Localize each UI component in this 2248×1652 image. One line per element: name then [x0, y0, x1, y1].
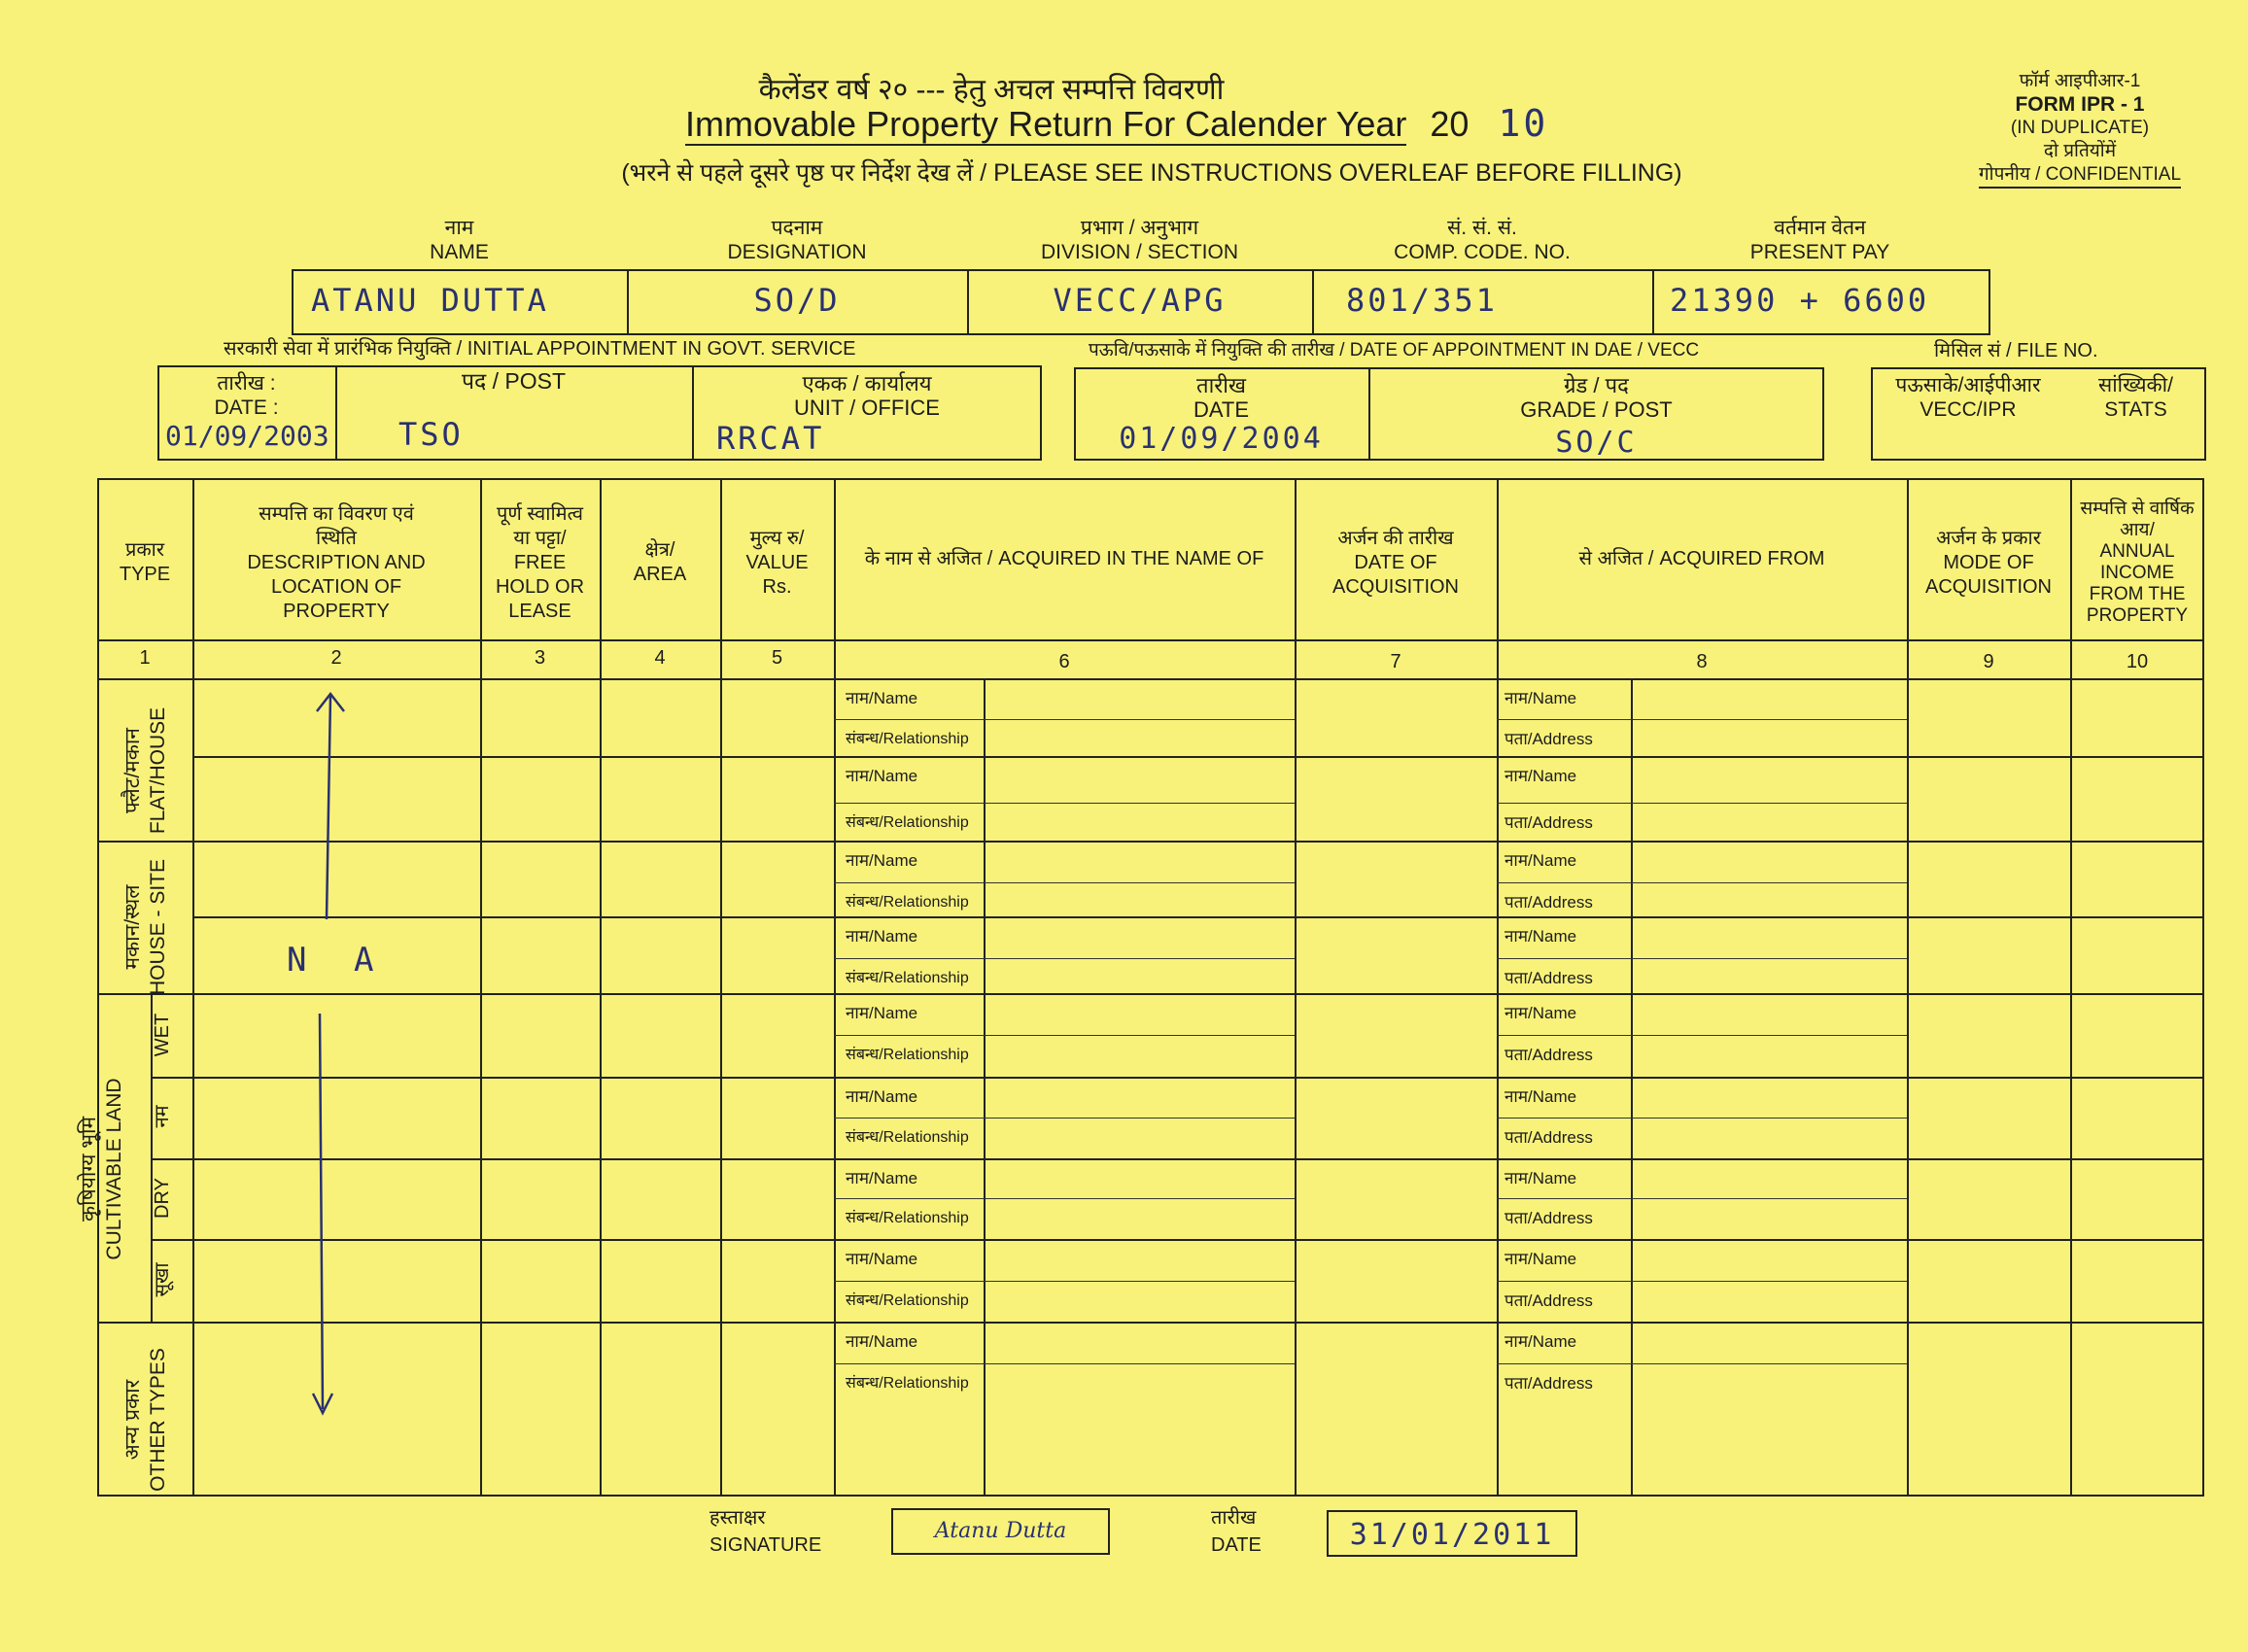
initial-post-label: पद / POST: [461, 368, 567, 394]
address-label-cell: पता/Address: [1504, 969, 1593, 987]
address-label-cell: पता/Address: [1504, 730, 1593, 748]
relationship-label-cell: संबन्ध/Relationship: [846, 1292, 969, 1309]
comp-code-value[interactable]: 801/351: [1346, 282, 1498, 319]
form-id-code: FORM IPR - 1: [2015, 93, 2145, 116]
row-group-cultivable-land: कृषियोग्य भूमि CULTIVABLE LAND: [78, 1078, 125, 1260]
from-name-label-cell: नाम/Name: [1504, 689, 1577, 707]
col-acquired-name-header: के नाम से अजित / ACQUIRED IN THE NAME OF: [864, 547, 1264, 569]
duplicate-note: (IN DUPLICATE): [2010, 118, 2150, 138]
col-num-5: 5: [771, 647, 783, 669]
unit-office-value[interactable]: RRCAT: [716, 420, 825, 457]
grade-post-label: ग्रेड / पद GRADE / POST: [1520, 373, 1673, 422]
na-entry[interactable]: N A: [287, 941, 388, 980]
relationship-label-cell: संबन्ध/Relationship: [846, 1129, 969, 1146]
present-pay-value[interactable]: 21390 + 6600: [1670, 282, 1930, 319]
relationship-label-cell: संबन्ध/Relationship: [846, 1047, 969, 1063]
from-name-label-cell: नाम/Name: [1504, 767, 1577, 785]
address-label-cell: पता/Address: [1504, 813, 1593, 832]
initial-date-label: तारीख : DATE :: [214, 372, 279, 419]
address-label-cell: पता/Address: [1504, 893, 1593, 912]
unit-office-label: एकक / कार्यालय UNIT / OFFICE: [794, 371, 940, 420]
relationship-label-cell: संबन्ध/Relationship: [846, 731, 969, 747]
file-no-vecc-ipr: पऊसाके/आईपीआर VECC/IPR: [1895, 374, 2041, 421]
designation-label: पदनाम DESIGNATION: [727, 217, 867, 263]
address-label-cell: पता/Address: [1504, 1046, 1593, 1064]
form-id-block: [1934, 70, 2226, 189]
col-num-1: 1: [139, 647, 151, 669]
name-label-cell: नाम/Name: [846, 851, 918, 870]
name-label-cell: नाम/Name: [846, 1087, 918, 1106]
name-label-cell: नाम/Name: [846, 767, 918, 785]
form-title-text: Immovable Property Return For Calender Year: [685, 104, 1407, 144]
division-value[interactable]: VECC/APG: [1053, 282, 1227, 319]
dae-date-label: तारीख DATE: [1193, 373, 1250, 422]
land-subtype-dry: DRY: [152, 1178, 173, 1219]
land-subtype-wet: WET: [152, 1013, 173, 1057]
from-name-label-cell: नाम/Name: [1504, 1250, 1577, 1268]
na-arrow-markings: [192, 678, 480, 1497]
initial-appointment-heading: सरकारी सेवा में प्रारंभिक नियुक्ति / INITIAL APPOINTMENT IN GOVT. SERVICE: [224, 338, 856, 360]
row-group-flat-house: फ्लैट/मकान FLAT/HOUSE: [121, 706, 169, 835]
col-num-2: 2: [330, 647, 342, 669]
col-date-acquisition-header: अर्जन की तारीख DATE OF ACQUISITION: [1332, 527, 1459, 598]
relationship-label-cell: संबन्ध/Relationship: [846, 894, 969, 911]
address-label-cell: पता/Address: [1504, 1291, 1593, 1310]
col-num-10: 10: [2126, 651, 2149, 672]
copies-hindi: दो प्रतियोंमें: [2043, 141, 2117, 161]
name-label: नाम NAME: [430, 217, 489, 263]
land-subtype-dry-hi: सूखा: [152, 1262, 173, 1297]
present-pay-label: वर्तमान वेतन PRESENT PAY: [1749, 217, 1890, 263]
dae-date-value[interactable]: 01/09/2004: [1119, 422, 1324, 456]
file-no-stats: सांख्यिकी/ STATS: [2098, 374, 2173, 421]
col-num-8: 8: [1696, 651, 1708, 672]
from-name-label-cell: नाम/Name: [1504, 1332, 1577, 1351]
col-description-header: सम्पत्ति का विवरण एवं स्थिति DESCRIPTION AND LOCATION OF PROPERTY: [247, 502, 426, 622]
confidential-label: गोपनीय / CONFIDENTIAL: [1979, 163, 2181, 189]
col-num-3: 3: [534, 647, 546, 669]
row-group-other-types: अन्य प्रकार OTHER TYPES: [121, 1348, 169, 1492]
name-label-cell: नाम/Name: [846, 1169, 918, 1187]
row-group-house-site: मकान/स्थल HOUSE - SITE: [121, 858, 169, 996]
address-label-cell: पता/Address: [1504, 1128, 1593, 1147]
col-num-7: 7: [1390, 651, 1401, 672]
signature-value: Atanu Dutta: [934, 1519, 1067, 1543]
col-mode-header: अर्जन के प्रकार MODE OF ACQUISITION: [1924, 527, 2052, 598]
relationship-label-cell: संबन्ध/Relationship: [846, 1210, 969, 1226]
initial-post-value[interactable]: TSO: [398, 416, 464, 453]
signature-box[interactable]: [891, 1508, 1110, 1555]
address-label-cell: पता/Address: [1504, 1209, 1593, 1227]
comp-code-label: सं. सं. सं. COMP. CODE. NO.: [1394, 217, 1571, 263]
designation-value[interactable]: SO/D: [753, 282, 841, 319]
land-subtype-wet-hi: नम: [152, 1105, 173, 1128]
name-label-cell: नाम/Name: [846, 689, 918, 707]
relationship-label-cell: संबन्ध/Relationship: [846, 814, 969, 831]
address-label-cell: पता/Address: [1504, 1374, 1593, 1393]
from-name-label-cell: नाम/Name: [1504, 1004, 1577, 1022]
footer-date-value: 31/01/2011: [1349, 1518, 1555, 1552]
relationship-label-cell: संबन्ध/Relationship: [846, 1375, 969, 1392]
col-num-6: 6: [1058, 651, 1070, 672]
from-name-label-cell: नाम/Name: [1504, 1087, 1577, 1106]
file-no-heading: मिसिल सं / FILE NO.: [1934, 340, 2098, 361]
name-label-cell: नाम/Name: [846, 1004, 918, 1022]
grade-post-value[interactable]: SO/C: [1555, 426, 1638, 460]
from-name-label-cell: नाम/Name: [1504, 1169, 1577, 1187]
form-id-hindi: फॉर्म आइपीआर-1: [2019, 71, 2141, 91]
from-name-label-cell: नाम/Name: [1504, 851, 1577, 870]
col-num-9: 9: [1983, 651, 1994, 672]
from-name-label-cell: नाम/Name: [1504, 927, 1577, 946]
name-label-cell: नाम/Name: [846, 1332, 918, 1351]
name-label-cell: नाम/Name: [846, 1250, 918, 1268]
col-income-header: सम्पत्ति से वार्षिक आय/ ANNUAL INCOME FROM THE PROPERTY: [2080, 499, 2195, 626]
year-handwritten: 10: [1498, 102, 1549, 145]
footer-date-label: तारीख DATE: [1211, 1507, 1262, 1556]
col-num-4: 4: [654, 647, 666, 669]
instructions-note: (भरने से पहले दूसरे पृष्ठ पर निर्देश देख लें / PLEASE SEE INSTRUCTIONS OVERLEAF BEFORE FILLING): [621, 159, 1682, 187]
form-title: [685, 102, 1548, 145]
name-label-cell: नाम/Name: [846, 927, 918, 946]
col-area-header: क्षेत्र/ AREA: [633, 539, 687, 585]
down-arrow-line: [320, 1014, 323, 1409]
signature-label: हस्ताक्षर SIGNATURE: [709, 1507, 822, 1556]
initial-date-value[interactable]: 01/09/2003: [165, 420, 329, 452]
col-value-header: मुल्य रु/ VALUE Rs.: [745, 527, 809, 598]
relationship-label-cell: संबन्ध/Relationship: [846, 970, 969, 986]
footer-date-box[interactable]: [1327, 1510, 1577, 1557]
title-hindi: कैलेंडर वर्ष २० --- हेतु अचल सम्पत्ति विवरणी: [758, 74, 1225, 106]
col-type-header: प्रकार TYPE: [119, 539, 171, 585]
col-freehold-header: पूर्ण स्वामित्व या पट्टा/ FREE HOLD OR LEASE: [495, 502, 585, 622]
name-value[interactable]: ATANU DUTTA: [311, 282, 549, 319]
dae-appointment-heading: पऊवि/पऊसाके में नियुक्ति की तारीख / DATE OF APPOINTMENT IN DAE / VECC: [1089, 340, 1700, 361]
division-label: प्रभाग / अनुभाग DIVISION / SECTION: [1040, 217, 1239, 263]
year-prefix: 20: [1430, 104, 1470, 144]
col-acquired-from-header: से अजित / ACQUIRED FROM: [1578, 547, 1825, 569]
up-arrow-line: [327, 696, 330, 919]
